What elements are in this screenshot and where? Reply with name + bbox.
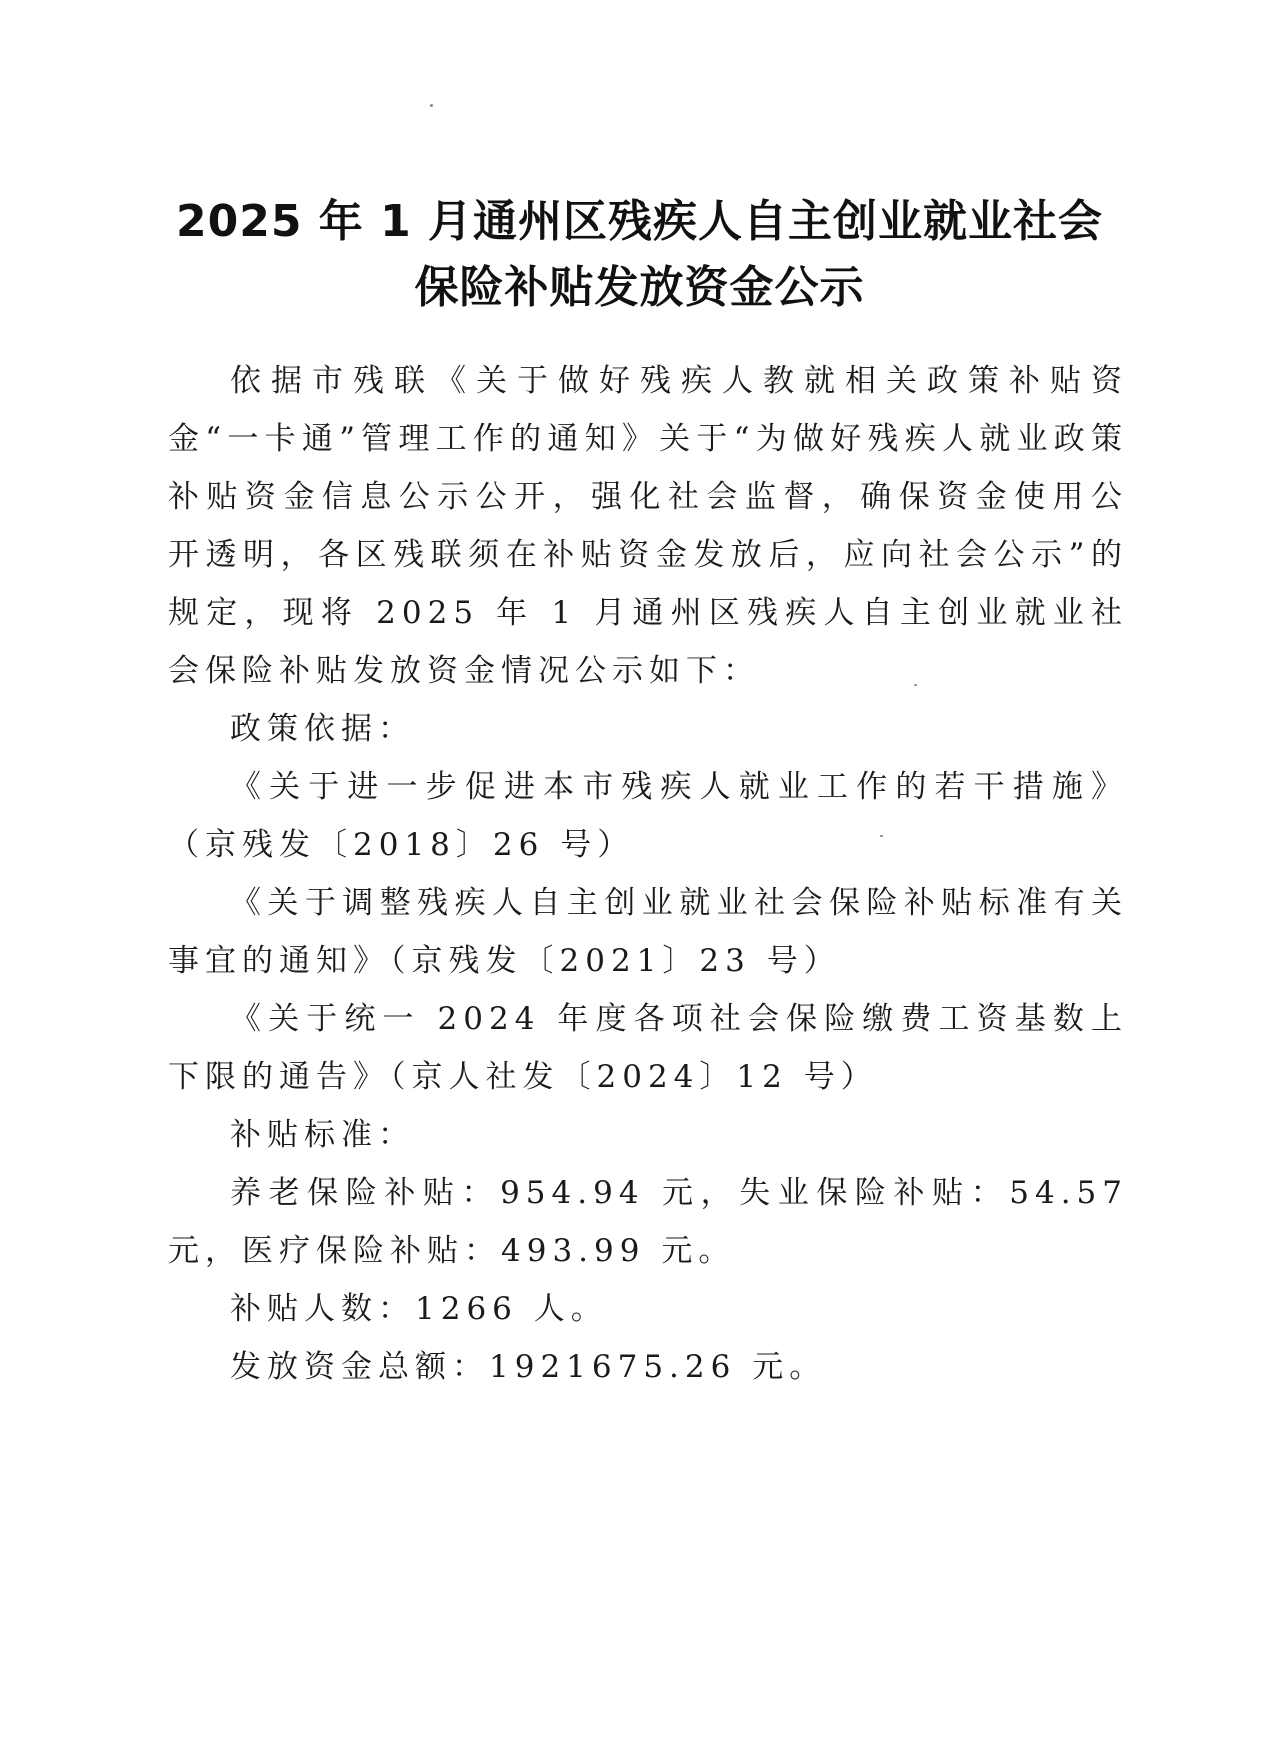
- document-body: [168, 352, 1128, 1396]
- standard-heading: 补贴标准：: [230, 1117, 415, 1153]
- document-title-line-1: 2025 年 1 月通州区残疾人自主创业就业社会: [175, 196, 1104, 247]
- scan-speck: [880, 835, 883, 837]
- scan-speck: [430, 104, 433, 107]
- subsidy-count: 补贴人数：1266 人。: [230, 1291, 608, 1327]
- standard-text: 养老保险补贴：954.94 元，失业保险补贴：54.57 元，医疗保险补贴：493.99 元。: [168, 1175, 1128, 1269]
- subsidy-total: 发放资金总额：1921675.26 元。: [230, 1349, 827, 1385]
- policy-item: 《关于调整残疾人自主创业就业社会保险补贴标准有关事宜的通知》（京残发〔2021〕23 号）: [168, 885, 1128, 979]
- document-title-line-2: 保险补贴发放资金公示: [414, 262, 865, 313]
- scan-speck: [914, 684, 917, 686]
- policy-item: 《关于进一步促进本市残疾人就业工作的若干措施》（京残发〔2018〕26 号）: [168, 769, 1128, 863]
- intro-paragraph: 依据市残联《关于做好残疾人教就相关政策补贴资金“一卡通”管理工作的通知》关于“为做好残疾人就业政策补贴资金信息公示公开，强化社会监督，确保资金使用公开透明，各区残联须在补贴资金发放后，应向社会公示”的规定，现将 2025 年 1 月通州区残疾人自主创业就业社会保险补贴发放资金情况公示如下：: [168, 363, 1128, 689]
- policy-heading: 政策依据：: [230, 711, 415, 747]
- policy-item: 《关于统一 2024 年度各项社会保险缴费工资基数上下限的通告》（京人社发〔2024〕12 号）: [168, 1001, 1128, 1095]
